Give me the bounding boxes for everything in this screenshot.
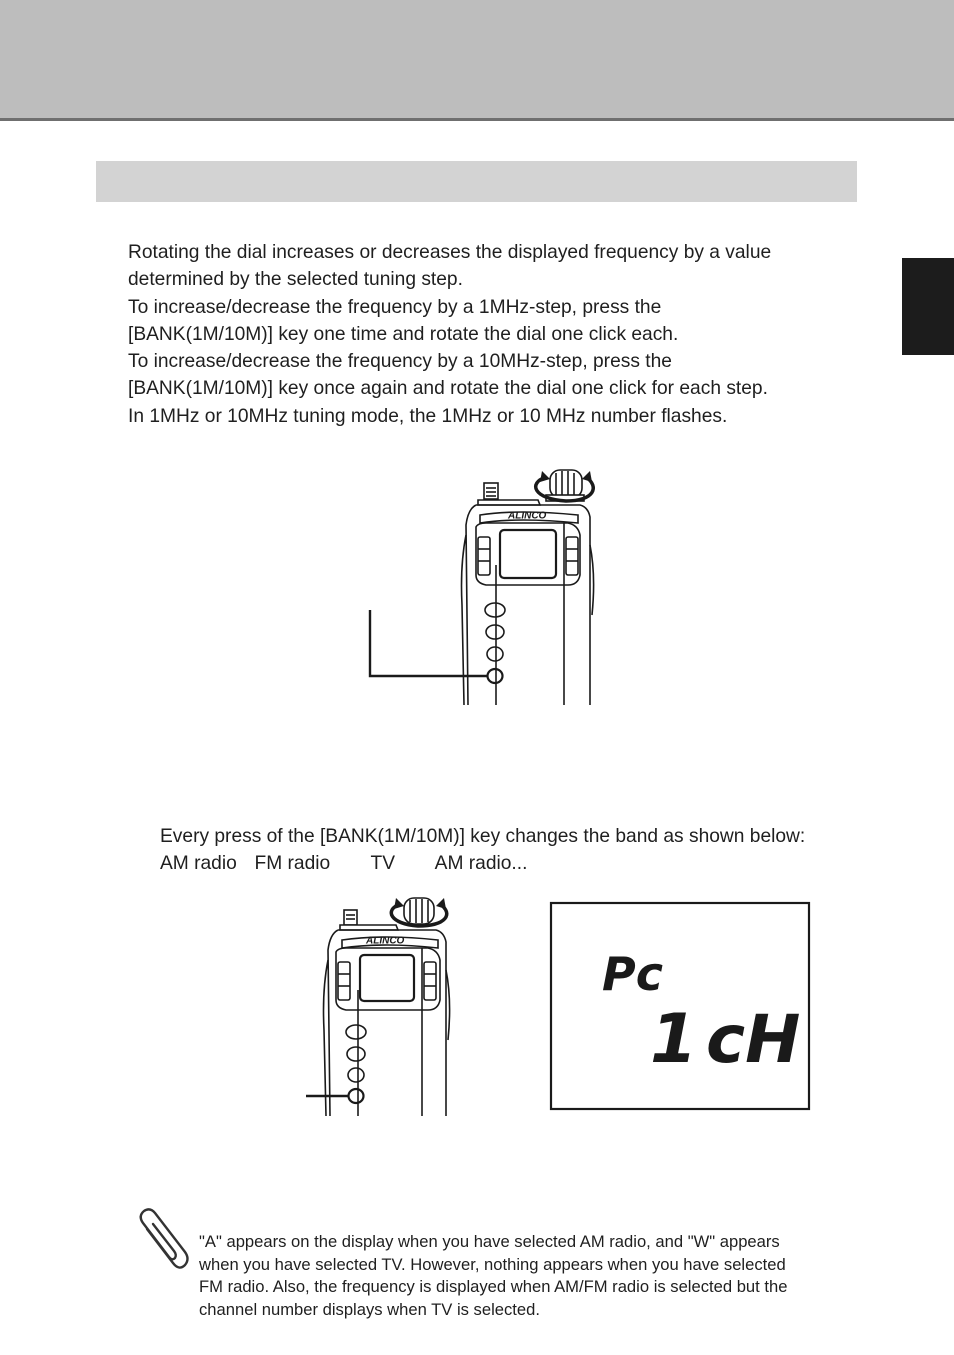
note-line: FM radio. Also, the frequency is displayed when AM/FM radio is selected but the [199,1277,788,1297]
radio-brand-label: ALINCO [366,935,405,947]
note-line: channel number displays when TV is selected. [199,1299,540,1319]
intro-line: determined by the selected tuning step. [128,269,463,291]
band-line: Every press of the [BANK(1M/10M)] key changes the band as shown below: [160,826,806,847]
band-paragraph [160,823,805,878]
note-line: when you have selected TV. However, nothing appears when you have selected [199,1254,786,1274]
band-seq-item: TV [370,853,396,875]
header-band [0,0,954,118]
lcd-channel-number: 1 [650,1000,698,1079]
paperclip-icon [135,1207,191,1273]
note-line: "A" appears on the display when you have selected AM radio, and "W" appears [199,1232,780,1251]
intro-line: [BANK(1M/10M)] key once again and rotate the dial one click for each step. [128,378,768,400]
lcd-channel-unit: cH [706,1001,801,1078]
radio-illustration-bank [304,890,464,1120]
lcd-top-text: Pc [602,947,663,1001]
band-sequence [160,850,805,877]
intro-line: Rotating the dial increases or decreases the displayed frequency by a value [128,242,772,263]
intro-line: [BANK(1M/10M)] key one time and rotate the dial one click each. [128,323,679,345]
section-title-bar [96,161,857,202]
intro-line: To increase/decrease the frequency by a 10MHz-step, press the [128,351,672,373]
intro-paragraph [128,239,771,430]
header-rule [0,118,954,121]
lcd-display [550,902,810,1110]
chapter-side-tab [902,258,954,355]
band-seq-item: AM radio... [434,853,528,875]
intro-line: To increase/decrease the frequency by a 1MHz-step, press the [128,296,662,318]
radio-brand-label: ALINCO [508,510,547,522]
note-text [199,1231,787,1321]
band-seq-item: AM radio [160,853,237,875]
radio-illustration-dial [368,465,600,710]
intro-line: In 1MHz or 10MHz tuning mode, the 1MHz or 10 MHz number flashes. [128,405,728,427]
band-seq-item: FM radio [254,853,331,875]
